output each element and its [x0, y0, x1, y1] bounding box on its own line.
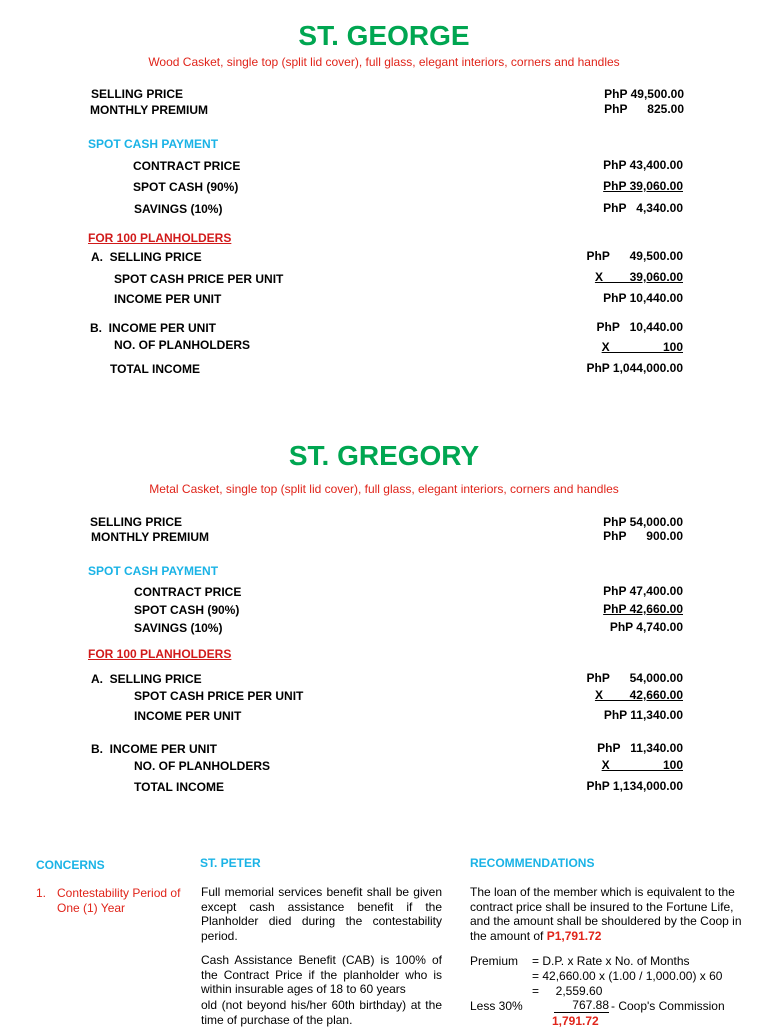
net-value: 1,791.72 [552, 1014, 599, 1028]
monthly-premium-label: MONTHLY PREMIUM [90, 103, 209, 117]
selling-price-label: SELLING PRICE [91, 87, 184, 101]
total-income-label: TOTAL INCOME [134, 780, 224, 794]
income-unit-label: INCOME PER UNIT [114, 292, 222, 306]
a-selling-price-value: PhP 49,500.00 [586, 249, 683, 263]
a-selling-price-label: A. SELLING PRICE [91, 250, 202, 264]
planholders-heading: FOR 100 PLANHOLDERS [88, 231, 232, 245]
recommendation-amount: P1,791.72 [546, 928, 602, 943]
contract-price-label: CONTRACT PRICE [134, 585, 242, 599]
b-income-value: PhP 11,340.00 [597, 741, 683, 755]
monthly-premium-value: PhP 825.00 [604, 102, 684, 116]
savings-value: PhP 4,340.00 [603, 201, 683, 215]
st-peter-para2-cont: old (not beyond his/her 60th birthday) at the time of purchase of the plan. [201, 998, 442, 1027]
recommendation-para [470, 885, 748, 943]
planholders-heading: FOR 100 PLANHOLDERS [88, 647, 232, 661]
concern-number: 1. [36, 886, 47, 900]
formula-line2: = 42,660.00 x (1.00 / 1,000.00) x 60 [532, 969, 723, 983]
recommendation-text: The loan of the member which is equivalent to the contract price shall be insured to the Fortune Life, and the amount shall be shouldered by the Coop in the amount of [470, 885, 742, 943]
recommendations-heading: RECOMMENDATIONS [470, 856, 595, 870]
savings-value: PhP 4,740.00 [609, 620, 683, 634]
st-peter-para1: Full memorial services benefit shall be given except cash assistance benefit if the Planholder died during the contestability period. [201, 885, 442, 943]
spot-cash-label: SPOT CASH (90%) [133, 180, 239, 194]
spot-cash-unit-value: X 42,660.00 [594, 688, 683, 702]
contract-price-value: PhP 43,400.00 [603, 158, 683, 172]
spot-cash-heading: SPOT CASH PAYMENT [88, 564, 219, 578]
st-george-title: ST. GEORGE [298, 20, 470, 51]
spot-cash-unit-label: SPOT CASH PRICE PER UNIT [114, 272, 284, 286]
spot-cash-value: PhP 39,060.00 [603, 179, 683, 193]
income-unit-value: PhP 10,440.00 [603, 291, 683, 305]
a-selling-price-label: A. SELLING PRICE [91, 672, 202, 686]
num-planholders-label: NO. OF PLANHOLDERS [134, 759, 271, 773]
savings-label: SAVINGS (10%) [134, 621, 223, 635]
monthly-premium-label: MONTHLY PREMIUM [91, 530, 210, 544]
less-value: 767.88 [554, 999, 609, 1013]
st-george-subtitle: Wood Casket, single top (split lid cover), full glass, elegant interiors, corners and handles [148, 55, 620, 69]
spot-cash-unit-value: X 39,060.00 [594, 270, 683, 284]
selling-price-label: SELLING PRICE [90, 515, 183, 529]
a-selling-price-value: PhP 54,000.00 [586, 671, 683, 685]
savings-label: SAVINGS (10%) [134, 202, 223, 216]
total-income-value: PhP 1,134,000.00 [586, 779, 683, 793]
st-gregory-title: ST. GREGORY [288, 440, 480, 471]
concerns-heading: CONCERNS [36, 858, 105, 872]
st-peter-para2: Cash Assistance Benefit (CAB) is 100% of the Contract Price if the planholder who is within insurable ages of 18 to 60 years [201, 953, 442, 996]
income-unit-label: INCOME PER UNIT [134, 709, 242, 723]
monthly-premium-value: PhP 900.00 [603, 529, 683, 543]
num-planholders-value: X 100 [601, 340, 683, 354]
st-gregory-subtitle: Metal Casket, single top (split lid cover), full glass, elegant interiors, corners and handles [149, 482, 619, 496]
less-label: Less 30% [470, 999, 523, 1013]
b-income-label: B. INCOME PER UNIT [91, 742, 218, 756]
income-unit-value: PhP 11,340.00 [603, 708, 683, 722]
concern-item: Contestability Period of One (1) Year [57, 886, 181, 915]
premium-label: Premium [470, 954, 519, 968]
num-planholders-value: X 100 [601, 758, 683, 772]
contract-price-label: CONTRACT PRICE [133, 159, 241, 173]
less-note: - Coop's Commission [611, 999, 725, 1013]
contract-price-value: PhP 47,400.00 [603, 584, 683, 598]
num-planholders-label: NO. OF PLANHOLDERS [114, 338, 251, 352]
total-income-label: TOTAL INCOME [110, 362, 200, 376]
b-income-value: PhP 10,440.00 [596, 320, 683, 334]
spot-cash-heading: SPOT CASH PAYMENT [88, 137, 219, 151]
spot-cash-unit-label: SPOT CASH PRICE PER UNIT [134, 689, 304, 703]
formula-line1: = D.P. x Rate x No. of Months [532, 954, 690, 968]
selling-price-value: PhP 49,500.00 [604, 87, 684, 101]
selling-price-value: PhP 54,000.00 [603, 515, 683, 529]
b-income-label: B. INCOME PER UNIT [90, 321, 217, 335]
formula-line3: = 2,559.60 [532, 984, 603, 998]
spot-cash-value: PhP 42,660.00 [603, 602, 683, 616]
st-peter-heading: ST. PETER [200, 856, 261, 870]
total-income-value: PhP 1,044,000.00 [586, 361, 683, 375]
spot-cash-label: SPOT CASH (90%) [134, 603, 240, 617]
